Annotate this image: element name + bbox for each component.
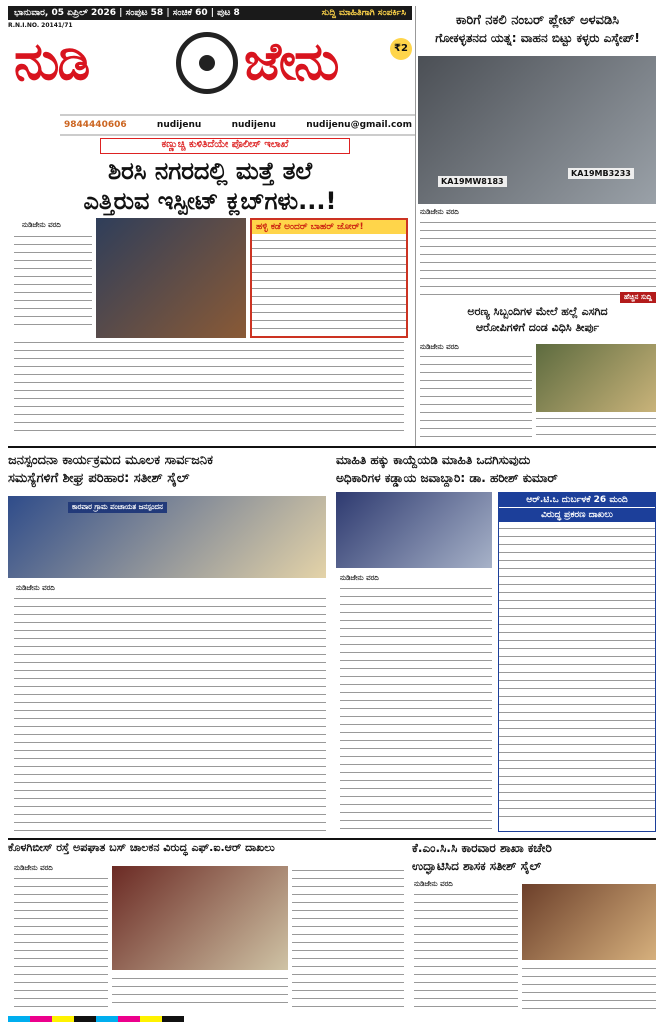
rto-box bbox=[498, 492, 656, 832]
car-title-2: ಗೋಕಳ್ಳತನದ ಯತ್ನ: ವಾಹನ ಬಿಟ್ಟು ಕಳ್ಳರು ಎಸ್ಕೇಪ್! bbox=[435, 31, 640, 45]
divider-bottom bbox=[8, 838, 656, 840]
car-title-1: ಕಾರಿಗೆ ನಕಲಿ ನಂಬರ್ ಪ್ಲೇಟ್ ಅಳವಡಿಸಿ bbox=[455, 13, 620, 28]
forest-byline: ನುಡಿಜೇನು ವರದಿ bbox=[420, 343, 459, 351]
date-line: ಭಾನುವಾರ, 05 ಏಪ್ರಿಲ್ 2026 | ಸಂಪುಟ 58 | ಸಂಚಿಕೆ 60 | ಪುಟ 8 bbox=[14, 8, 240, 18]
car-body bbox=[420, 218, 656, 296]
divider-top bbox=[8, 446, 656, 448]
lead-column-1 bbox=[14, 232, 92, 332]
rti-body bbox=[340, 584, 492, 834]
rto-subtitle: ವಿರುದ್ಧ ಪ್ರಕರಣ ದಾಖಲು bbox=[499, 507, 655, 522]
plate-1: KA19MW8183 bbox=[438, 176, 507, 187]
kmc-body-2 bbox=[522, 964, 656, 1010]
rto-body bbox=[499, 524, 655, 824]
plate-2: KA19MB3233 bbox=[568, 168, 634, 179]
lead-byline: ನುಡಿಜೇನು ವರದಿ bbox=[22, 221, 61, 229]
public-title-1: ಜನಸ್ಪಂದನಾ ಕಾರ್ಯಕ್ರಮದ ಮೂಲಕ ಸಾರ್ವಜನಿಕ bbox=[8, 453, 213, 468]
price-badge: ₹2 bbox=[390, 38, 412, 60]
kmc-photo bbox=[522, 884, 656, 960]
registration: R.N.I.NO. 20141/71 bbox=[8, 22, 73, 29]
public-title-2: ಸಮಸ್ಯೆಗಳಿಗೆ ಶೀಘ್ರ ಪರಿಹಾರ: ಸತೀಶ್ ಸೈಲ್ bbox=[8, 471, 190, 486]
bus-photo bbox=[112, 866, 288, 970]
bus-body-2 bbox=[112, 974, 288, 1010]
lead-column-2 bbox=[14, 338, 404, 434]
social-handle-1[interactable]: nudijenu bbox=[156, 120, 202, 130]
forest-photo bbox=[536, 344, 656, 412]
bus-body-3 bbox=[292, 866, 404, 1010]
print-color-bars bbox=[8, 1016, 656, 1022]
car-byline: ನುಡಿಜೇನು ವರದಿ bbox=[420, 208, 459, 216]
slogan: ಸುದ್ದಿ ಮಾಹಿತಿಗಾಗಿ ಸಂಪರ್ಕಿಸಿ bbox=[321, 8, 406, 18]
sidebox-title: ಹಳ್ಳಿ ಕಡೆ ಅಂದರ್ ಬಾಹರ್ ಜೋರ್! bbox=[252, 220, 406, 234]
forest-body bbox=[420, 352, 532, 440]
bus-body-1 bbox=[14, 874, 108, 1010]
rti-photo bbox=[336, 492, 492, 568]
phone[interactable]: 9844440606 bbox=[64, 120, 127, 130]
public-body bbox=[14, 594, 326, 832]
ship-wheel-icon bbox=[176, 32, 238, 94]
sidebox-text bbox=[252, 236, 406, 334]
rti-byline: ನುಡಿಜೇನು ವರದಿ bbox=[340, 574, 379, 582]
top-date-bar bbox=[8, 6, 412, 20]
rto-title: ಆರ್.ಟಿ.ಒ ದುರ್ಬಳಕೆ 26 ಮಂದಿ bbox=[499, 493, 655, 507]
lead-sidebox bbox=[250, 218, 408, 338]
kmc-title-1: ಕೆ.ಎಂ.ಸಿ.ಸಿ ಕಾರವಾರ ಶಾಖಾ ಕಚೇರಿ bbox=[412, 841, 552, 855]
social-handle-2[interactable]: nudijenu bbox=[231, 120, 276, 130]
rti-title-1: ಮಾಹಿತಿ ಹಕ್ಕು ಕಾಯ್ದೆಯಡಿ ಮಾಹಿತಿ ಒದಗಿಸುವುದು bbox=[336, 453, 531, 467]
lead-headline-2: ಎತ್ತಿರುವ ಇಸ್ಪೀಟ್ ಕ್ಲಬ್‌ಗಳು...! bbox=[83, 187, 337, 215]
email[interactable]: nudijenu@gmail.com bbox=[306, 120, 412, 130]
bus-title: ಕೊಳಗಿಬೀಸ್ ರಸ್ತೆ ಅಪಘಾತ ಬಸ್ ಚಾಲಕನ ವಿರುದ್ಧ ಎಫ್.ಐ.ಆರ್ ದಾಖಲು bbox=[8, 841, 275, 854]
masthead-right: ಜೇನು bbox=[244, 32, 338, 92]
car-more[interactable]: ಹೆಚ್ಚಿನ ಸುದ್ದಿ bbox=[620, 292, 656, 303]
public-banner: ಕಾರವಾರ ಗ್ರಾಮ ಪಂಚಾಯತ ಜನಸ್ಪಂದನ bbox=[68, 502, 167, 513]
rti-title-2: ಅಧಿಕಾರಿಗಳ ಕಡ್ಡಾಯ ಜವಾಬ್ದಾರಿ: ಡಾ. ಹರೀಶ್ ಕುಮಾರ್ bbox=[336, 471, 558, 485]
car-photo bbox=[418, 56, 656, 204]
kmc-byline: ನುಡಿಜೇನು ವರದಿ bbox=[414, 880, 453, 888]
contact-strip bbox=[60, 114, 416, 136]
kmc-body-1 bbox=[414, 890, 518, 1010]
forest-title-2: ಆರೋಪಿಗಳಿಗೆ ದಂಡ ವಿಧಿಸಿ ತೀರ್ಪು bbox=[475, 321, 600, 334]
forest-title-1: ಅರಣ್ಯ ಸಿಬ್ಬಂದಿಗಳ ಮೇಲೆ ಹಲ್ಲೆ ಎಸಗಿದ bbox=[467, 305, 608, 318]
bus-byline: ನುಡಿಜೇನು ವರದಿ bbox=[14, 864, 53, 872]
lead-kicker: ಕಣ್ಣುಚ್ಚಿ ಕುಳಿತಿದೆಯೇ ಪೊಲೀಸ್ ಇಲಾಖೆ bbox=[100, 138, 350, 154]
masthead-left: ನುಡಿ bbox=[14, 32, 89, 92]
divider-vertical bbox=[415, 6, 416, 446]
kmc-title-2: ಉದ್ಘಾಟಿಸಿದ ಶಾಸಕ ಸತೀಶ್ ಸೈಲ್ bbox=[412, 859, 542, 873]
public-byline: ನುಡಿಜೇನು ವರದಿ bbox=[16, 584, 55, 592]
public-photo bbox=[8, 496, 326, 578]
lead-photo bbox=[96, 218, 246, 338]
masthead bbox=[8, 28, 412, 116]
forest-body-2 bbox=[536, 414, 656, 440]
lead-headline-1: ಶಿರಸಿ ನಗರದಲ್ಲಿ ಮತ್ತೆ ತಲೆ bbox=[107, 157, 313, 185]
